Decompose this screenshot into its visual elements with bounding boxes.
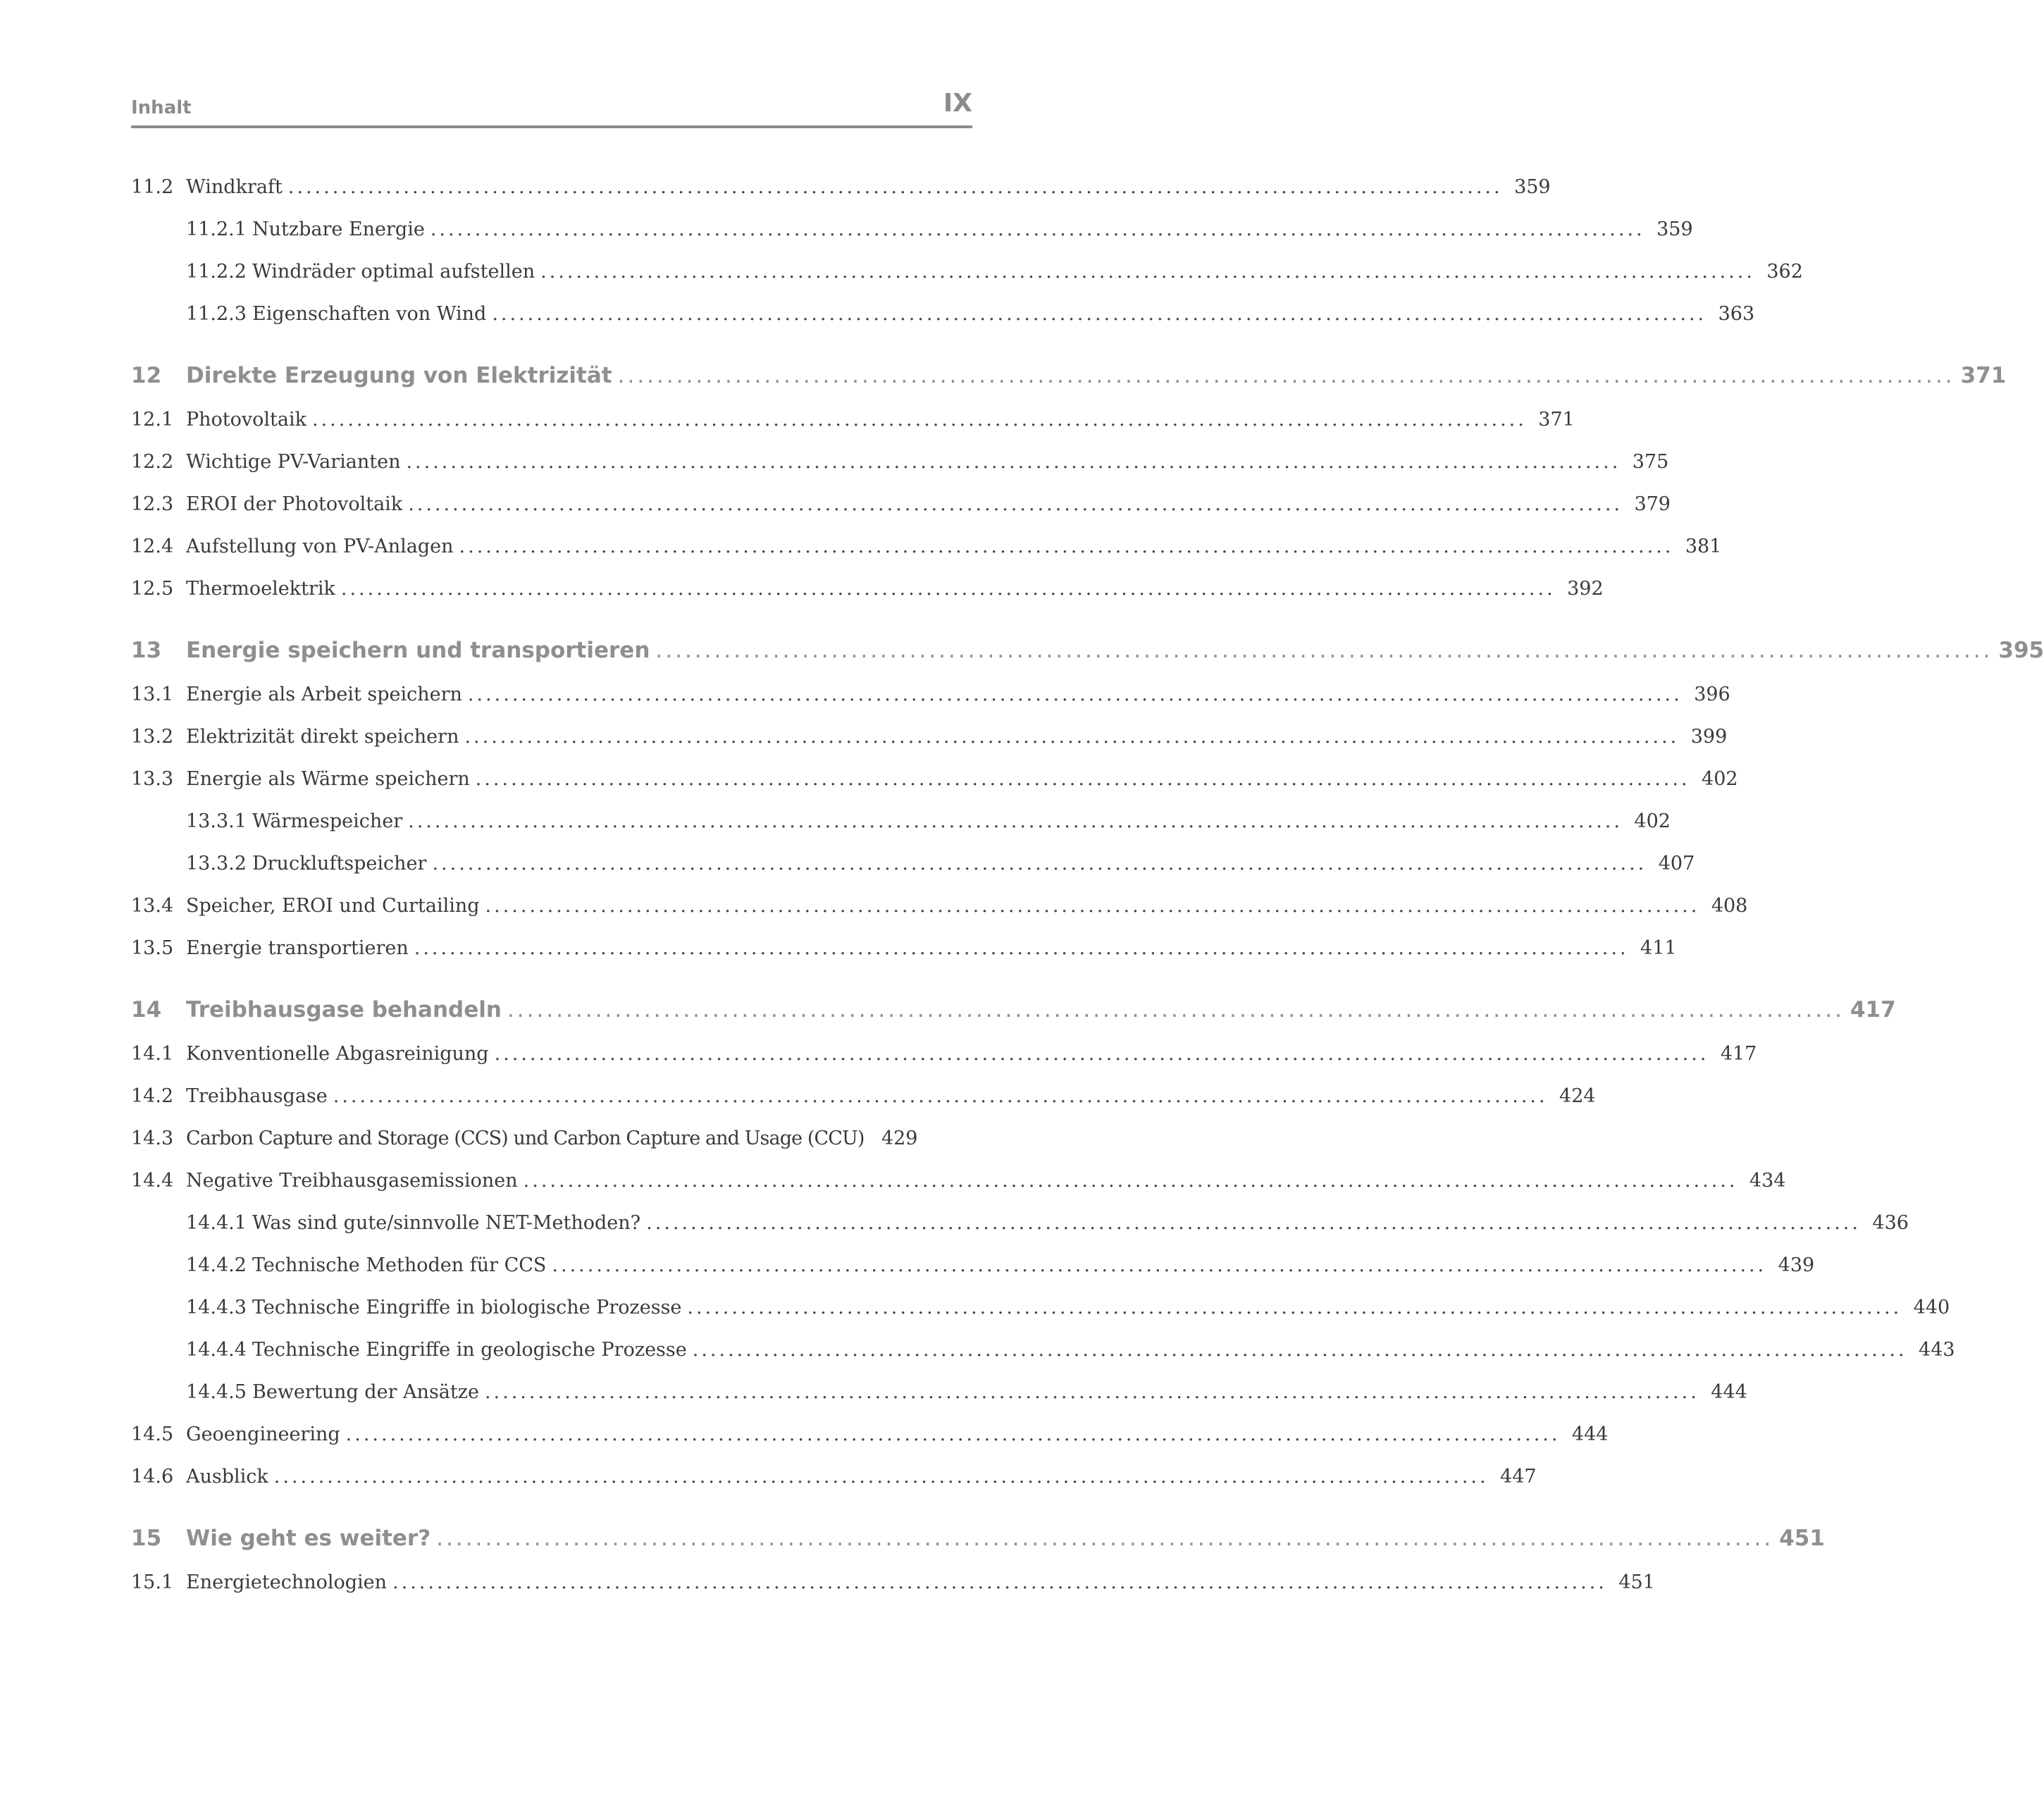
toc-number: 12.4 [131,535,174,557]
leader-dots: ......................................................................................................................................... [459,535,1674,557]
toc-title: Energietechnologien [186,1571,388,1593]
leader-dots: ......................................................................................................................................... [552,1254,1767,1276]
toc-subsection-14-4-2[interactable] [131,1247,1815,1283]
toc-page: 392 [1567,577,1604,600]
leader-dots: ......................................................................................................................................... [494,1042,1709,1065]
toc-section-13-3[interactable] [131,761,1738,796]
toc-title: Aufstellung von PV-Anlagen [186,535,454,557]
toc-title: Direkte Erzeugung von Elektrizität [186,363,612,388]
leader-dots: ......................................................................................................................................... [692,1338,1907,1361]
running-header [131,89,972,128]
toc-title: Druckluftspeicher [252,852,427,875]
toc-chapter-14[interactable] [131,992,1896,1027]
toc-title: Ausblick [186,1465,268,1488]
toc-title: Geoengineering [186,1423,340,1445]
toc-section-12-2[interactable] [131,444,1669,479]
toc-title: Nutzbare Energie [252,218,425,240]
leader-dots: ......................................................................................................................................... [414,937,1629,959]
toc-number: 15.1 [131,1571,174,1593]
toc-section-12-1[interactable] [131,402,1575,437]
toc-number: 11.2.1 [186,218,247,240]
toc-subsection-13-3-2[interactable] [131,846,1695,881]
toc-section-12-3[interactable] [131,486,1671,521]
toc-section-13-2[interactable] [131,719,1728,754]
toc-title: Energie transportieren [186,937,409,959]
toc-page: 359 [1656,218,1693,240]
toc-page: 439 [1778,1254,1815,1276]
leader-dots: ......................................................................................................................................... [345,1423,1561,1445]
leader-dots: ......................................................................................................................................... [340,577,1556,600]
leader-dots: ......................................................................................................................................... [464,725,1680,748]
toc-subsection-11-2-3[interactable] [131,296,1755,331]
toc-page: 424 [1559,1085,1596,1107]
toc-title: Elektrizität direkt speichern [186,725,459,748]
toc-page: 451 [1779,1526,1825,1551]
toc-section-14-6[interactable] [131,1459,1537,1494]
toc-title: Photovoltaik [186,408,307,431]
toc-title: Was sind gute/sinnvolle NET-Methoden? [252,1211,641,1234]
toc-title: Bewertung der Ansätze [252,1380,479,1403]
leader-dots: ......................................................................................................................................... [484,1380,1699,1403]
leader-dots: ......................................................................................................................................... [287,175,1503,198]
toc-title: Carbon Capture and Storage (CCS) und Carbon Capture and Usage (CCU) [186,1127,865,1149]
toc-number: 14.4.4 [186,1338,247,1361]
toc-title: Windräder optimal aufstellen [252,260,535,283]
toc-page: 443 [1919,1338,1955,1361]
toc-section-12-5[interactable] [131,571,1604,606]
toc-page: 429 [881,1127,918,1149]
toc-subsection-11-2-1[interactable] [131,211,1693,247]
toc-number: 11.2.3 [186,302,247,325]
leader-dots: ......................................................................................................................................... [507,997,1845,1023]
toc-page: 396 [1694,683,1730,705]
toc-page: 379 [1634,493,1671,515]
header-title: Inhalt [131,97,192,118]
leader-dots: ......................................................................................................................................... [408,810,1623,832]
leader-dots: ......................................................................................................................................... [430,218,1645,240]
toc-number: 12.5 [131,577,174,600]
toc-page: 407 [1658,852,1695,875]
leader-dots: ......................................................................................................................................... [312,408,1527,431]
leader-dots: ......................................................................................................................................... [523,1169,1738,1192]
toc-title: Technische Methoden für CCS [252,1254,547,1276]
toc-title: Eigenschaften von Wind [252,302,487,325]
leader-dots: ......................................................................................................................................... [333,1085,1548,1107]
toc-section-13-4[interactable] [131,888,1748,923]
leader-dots: ......................................................................................................................................... [475,767,1690,790]
toc-page: 444 [1711,1380,1747,1403]
toc-title: Negative Treibhausgasemissionen [186,1169,518,1192]
toc-page: 359 [1514,175,1551,198]
toc-number: 13.3.2 [186,852,247,875]
toc-page: 381 [1685,535,1722,557]
toc-number: 13 [131,638,162,663]
toc-page: 408 [1711,894,1748,917]
toc-number: 14.4.3 [186,1296,247,1318]
toc-page: 395 [1998,638,2044,663]
toc-number: 14.5 [131,1423,174,1445]
toc-page: 434 [1749,1169,1786,1192]
toc-page: 451 [1618,1571,1655,1593]
toc-section-14-5[interactable] [131,1416,1609,1452]
toc-page: 444 [1571,1423,1609,1445]
toc-page: 402 [1634,810,1671,832]
leader-dots: ......................................................................................................................................... [432,852,1647,875]
toc-section-12-4[interactable] [131,529,1722,564]
leader-dots: ......................................................................................................................................... [485,894,1700,917]
toc-chapter-13[interactable] [131,633,2044,668]
toc-subsection-14-4-1[interactable] [131,1205,1909,1240]
toc-number: 12.3 [131,493,174,515]
toc-title: Konventionelle Abgasreinigung [186,1042,489,1065]
toc-number: 14.4.5 [186,1380,247,1403]
toc-number: 14.4.2 [186,1254,247,1276]
toc-page: 402 [1702,767,1738,790]
toc-page: 375 [1632,450,1669,473]
toc-section-11-2[interactable] [131,169,1551,204]
toc-number: 14.6 [131,1465,174,1488]
toc-page: 399 [1690,725,1728,748]
toc-chapter-15[interactable] [131,1521,1825,1556]
toc-page: 436 [1872,1211,1909,1234]
toc-page: 371 [1960,363,2007,388]
toc-number: 15 [131,1526,162,1551]
leader-dots: ......................................................................................................................................... [687,1296,1902,1318]
toc-number: 12.1 [131,408,174,431]
leader-dots: ......................................................................................................................................... [617,363,1955,388]
toc-title: Wärmespeicher [252,810,403,832]
toc-section-13-5[interactable] [131,930,1677,965]
toc-subsection-14-4-3[interactable] [131,1290,1950,1325]
toc-number: 13.5 [131,937,174,959]
toc-title: Wichtige PV-Varianten [186,450,401,473]
toc-page: 417 [1850,997,1896,1023]
leader-dots: ......................................................................................................................................... [655,638,1993,663]
toc-title: Technische Eingriffe in geologische Prozesse [252,1338,687,1361]
toc-subsection-11-2-2[interactable] [131,254,1803,289]
header-page-number: IX [943,89,972,118]
toc-title: Treibhausgase behandeln [186,997,502,1023]
toc-page: 417 [1720,1042,1757,1065]
toc-title: EROI der Photovoltaik [186,493,403,515]
leader-dots: ......................................................................................................................................... [392,1571,1607,1593]
toc-number: 13.3 [131,767,174,790]
toc-number: 12 [131,363,162,388]
toc-title: Windkraft [186,175,283,198]
toc-title: Energie speichern und transportieren [186,638,650,663]
toc-number: 12.2 [131,450,174,473]
toc-title: Speicher, EROI und Curtailing [186,894,480,917]
toc-page: 371 [1538,408,1575,431]
toc-number: 13.3.1 [186,810,247,832]
toc-section-14-4[interactable] [131,1163,1786,1198]
toc-section-15-1[interactable] [131,1564,1655,1600]
toc-number: 14.4 [131,1169,174,1192]
toc-number: 14.4.1 [186,1211,247,1234]
toc-number: 13.4 [131,894,174,917]
toc-subsection-13-3-1[interactable] [131,803,1671,839]
toc-subsection-14-4-5[interactable] [131,1374,1747,1409]
leader-dots: ......................................................................................................................................... [273,1465,1489,1488]
leader-dots: ......................................................................................................................................... [406,450,1621,473]
toc-number: 13.2 [131,725,174,748]
leader-dots: ......................................................................................................................................... [646,1211,1861,1234]
leader-dots: ......................................................................................................................................... [492,302,1707,325]
toc-title: Technische Eingriffe in biologische Prozesse [252,1296,682,1318]
toc-title: Wie geht es weiter? [186,1526,431,1551]
toc-section-14-2[interactable] [131,1078,1596,1113]
toc-number: 14.3 [131,1127,174,1149]
toc-chapter-12[interactable] [131,358,2007,393]
toc-number: 14 [131,997,162,1023]
toc-title: Treibhausgase [186,1085,328,1107]
toc-number: 14.2 [131,1085,174,1107]
toc-page: 447 [1500,1465,1537,1488]
leader-dots: ......................................................................................................................................... [540,260,1755,283]
toc-section-14-3[interactable] [131,1120,918,1156]
leader-dots: ......................................................................................................................................... [467,683,1683,705]
toc-title: Thermoelektrik [186,577,335,600]
toc-title: Energie als Wärme speichern [186,767,470,790]
toc-page: 411 [1640,937,1677,959]
toc-page: 362 [1766,260,1803,283]
toc-number: 11.2 [131,175,174,198]
toc-subsection-14-4-4[interactable] [131,1332,1955,1367]
toc-page: 363 [1718,302,1755,325]
toc-page: 440 [1913,1296,1950,1318]
toc-number: 11.2.2 [186,260,247,283]
toc-title: Energie als Arbeit speichern [186,683,462,705]
toc-section-14-1[interactable] [131,1036,1757,1071]
leader-dots: ......................................................................................................................................... [436,1526,1774,1551]
toc-number: 14.1 [131,1042,174,1065]
toc-number: 13.1 [131,683,174,705]
leader-dots: ......................................................................................................................................... [408,493,1623,515]
toc-section-13-1[interactable] [131,676,1730,712]
